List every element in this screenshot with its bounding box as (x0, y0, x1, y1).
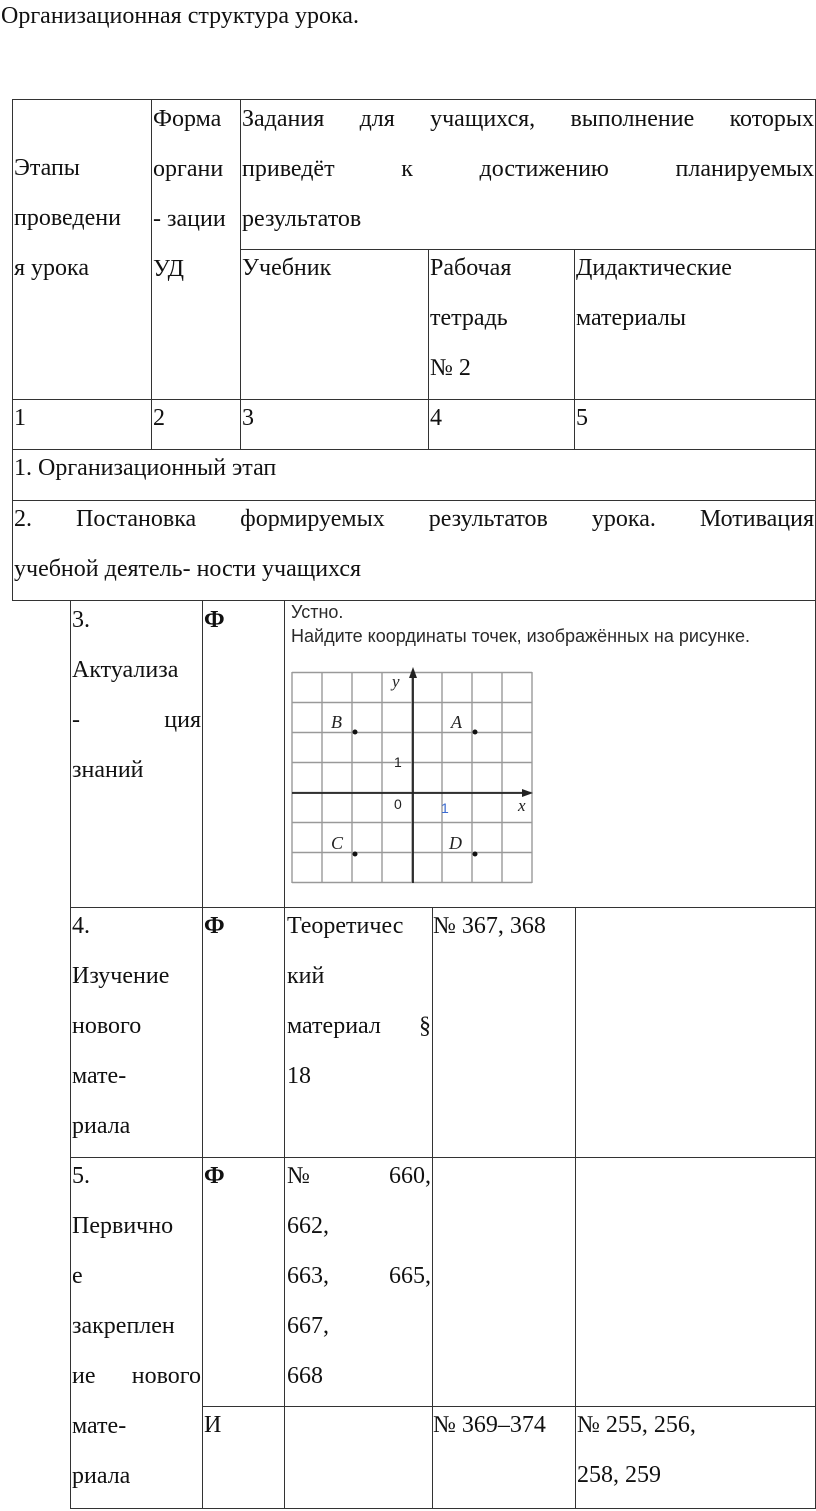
row5-textbook: № 660, 662, 663, 665, 667, 668 (287, 1163, 431, 1389)
header-textbook: Учебник (242, 255, 332, 281)
row3-form: Ф (204, 607, 225, 633)
header-workbook: Рабочая тетрадь № 2 (430, 255, 512, 381)
header-form: Форма органи - зации УД (153, 106, 226, 282)
row4-textbook: Теоретичес кий материал § 18 (287, 913, 431, 1089)
row5-form-frontal: Ф (204, 1163, 225, 1189)
header-stages: Этапы проведени я урока (14, 155, 121, 281)
col-number-1: 1 (14, 405, 26, 431)
col-number-3: 3 (242, 405, 254, 431)
point-c-label: C (331, 833, 344, 853)
document-title: Организационная структура урока. (1, 3, 359, 29)
point-a-label: A (451, 712, 462, 732)
y-unit-label: 1 (394, 754, 402, 770)
x-axis-label: x (518, 796, 526, 815)
x-unit-label: 1 (441, 800, 449, 816)
coordinate-grid-figure (286, 660, 540, 890)
row5-workbook: № 369–374 (433, 1412, 546, 1438)
point-b (353, 730, 358, 735)
point-c (353, 852, 358, 857)
row5-didactic: № 255, 256, 258, 259 (577, 1412, 696, 1488)
row3-stage: 3. Актуализа - ция знаний (72, 607, 201, 783)
row5-stage: 5. Первично е закреплен ие нового мате- риала (72, 1163, 201, 1489)
y-axis-label: y (392, 672, 400, 691)
point-b-label: B (331, 712, 342, 732)
point-d-label: D (449, 833, 462, 853)
origin-label: 0 (394, 796, 402, 812)
point-d (473, 852, 478, 857)
stage-2-row: 2. Постановка формируемых результатов урока. Мотивация учебной деятель- ности учащихся (14, 506, 814, 582)
row4-form: Ф (204, 913, 225, 939)
stage-1-row: 1. Организационный этап (14, 455, 277, 481)
header-didactic: Дидактические материалы (576, 255, 732, 331)
col-number-2: 2 (153, 405, 165, 431)
row4-workbook: № 367, 368 (433, 913, 546, 939)
col-number-4: 4 (430, 405, 442, 431)
row4-stage: 4. Изучение нового мате- риала (72, 913, 170, 1139)
figure-instructions: Устно. Найдите координаты точек, изображённых на рисунке. (291, 602, 750, 646)
point-a (473, 730, 478, 735)
col-number-5: 5 (576, 405, 588, 431)
header-tasks: Задания для учащихся, выполнение которых приведёт к достижению планируемых результатов (242, 106, 814, 232)
row5-form-individual: И (204, 1412, 222, 1438)
